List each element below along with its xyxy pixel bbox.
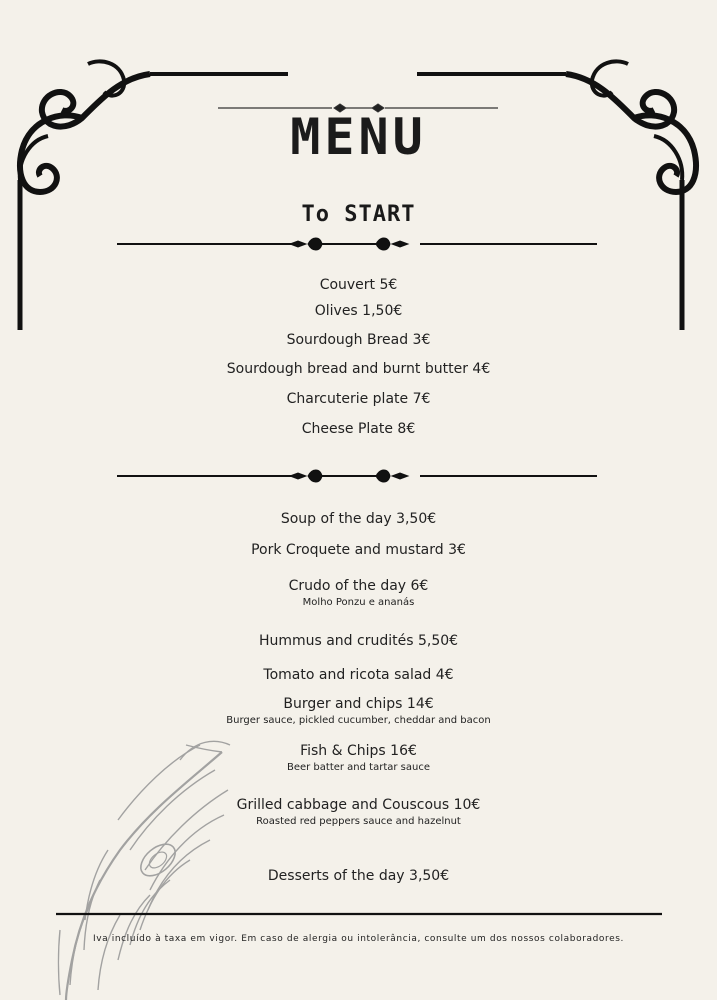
main-item bbox=[0, 695, 717, 727]
item-description: Roasted red peppers sauce and hazelnut bbox=[256, 816, 461, 827]
footer-allergy-note: Iva incluído à taxa em vigor. Em caso de alergia ou intolerância, consulte um dos nossos colaboradores. bbox=[92, 934, 625, 944]
item-name: Charcuterie plate 7€ bbox=[286, 391, 431, 407]
starter-item bbox=[0, 331, 717, 349]
main-item bbox=[0, 510, 717, 528]
item-name: Tomato and ricota salad 4€ bbox=[263, 667, 454, 683]
section-title-to-start: To START bbox=[301, 202, 416, 227]
main-item bbox=[0, 666, 717, 684]
starter-item bbox=[0, 302, 717, 320]
main-item bbox=[0, 867, 717, 885]
item-name: Crudo of the day 6€ bbox=[288, 578, 429, 594]
starter-item bbox=[0, 360, 717, 378]
starter-item bbox=[0, 276, 717, 294]
item-name: Sourdough Bread 3€ bbox=[286, 332, 431, 348]
section-divider-middle bbox=[117, 470, 597, 482]
item-name: Burger and chips 14€ bbox=[283, 696, 434, 712]
section-divider-top bbox=[117, 238, 597, 250]
item-name: Pork Croquete and mustard 3€ bbox=[251, 542, 466, 558]
main-item bbox=[0, 632, 717, 650]
item-name: Cheese Plate 8€ bbox=[301, 421, 416, 437]
item-name: Couvert 5€ bbox=[319, 277, 398, 293]
menu-title: MENU bbox=[290, 108, 427, 166]
starter-item bbox=[0, 420, 717, 438]
item-description: Molho Ponzu e ananás bbox=[302, 597, 415, 608]
item-name: Sourdough bread and burnt butter 4€ bbox=[226, 361, 491, 377]
item-name: Olives 1,50€ bbox=[314, 303, 403, 319]
item-name: Desserts of the day 3,50€ bbox=[267, 868, 450, 884]
main-item bbox=[0, 796, 717, 828]
main-item bbox=[0, 541, 717, 559]
main-item bbox=[0, 742, 717, 774]
item-name: Grilled cabbage and Couscous 10€ bbox=[236, 797, 481, 813]
item-description: Beer batter and tartar sauce bbox=[286, 762, 431, 773]
item-name: Hummus and crudités 5,50€ bbox=[258, 633, 459, 649]
starter-item bbox=[0, 390, 717, 408]
item-name: Fish & Chips 16€ bbox=[300, 743, 417, 759]
item-name: Soup of the day 3,50€ bbox=[280, 511, 437, 527]
item-description: Burger sauce, pickled cucumber, cheddar and bacon bbox=[226, 715, 491, 726]
main-item bbox=[0, 577, 717, 609]
